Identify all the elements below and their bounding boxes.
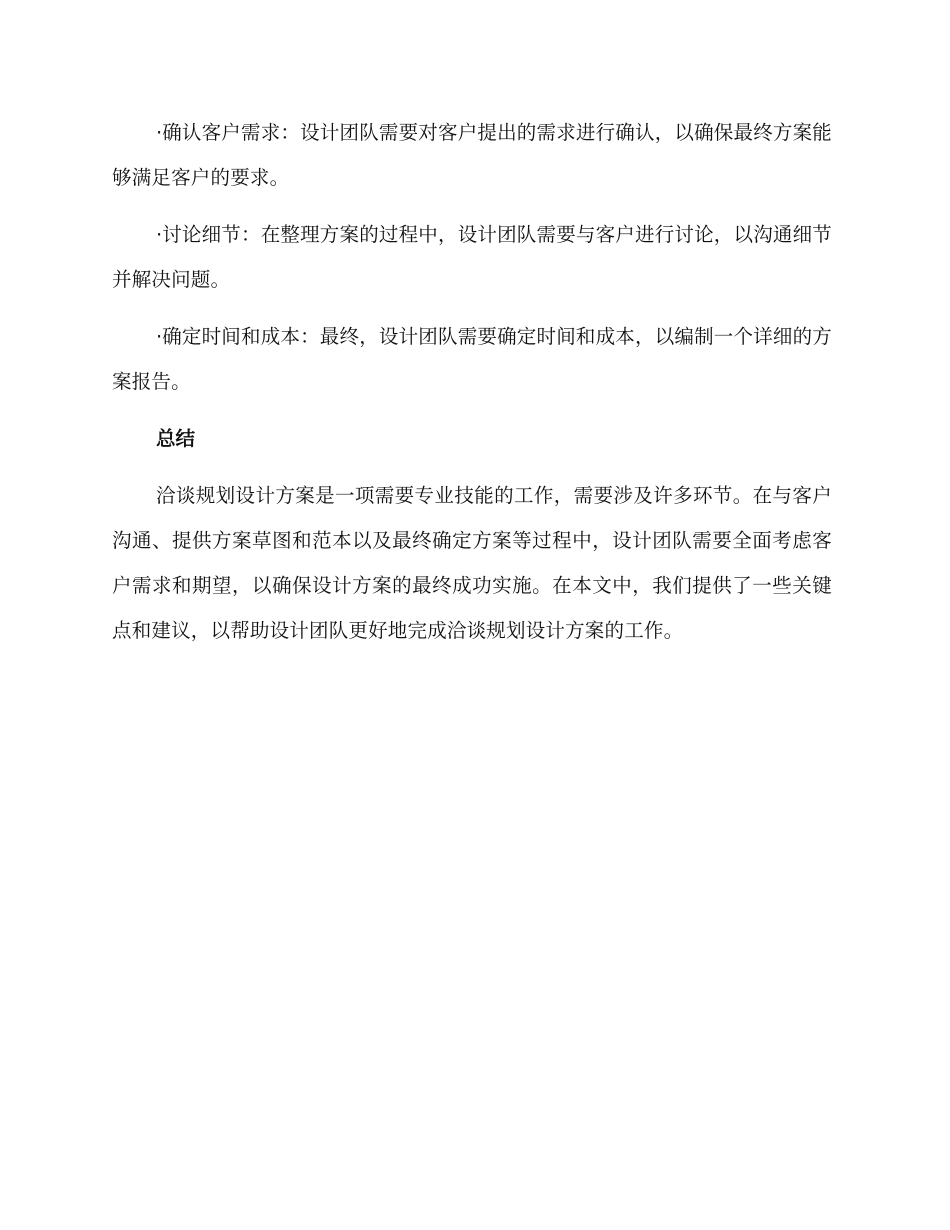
bullet-paragraph xyxy=(112,314,832,404)
bullet-paragraph xyxy=(112,110,832,200)
bullet-text: 确认客户需求：设计团队需要对客户提出的需求进行确认，以确保最终方案能够满足客户的要求。 xyxy=(112,121,833,189)
summary-paragraph: 洽谈规划设计方案是一项需要专业技能的工作，需要涉及许多环节。在与客户沟通、提供方案草图和范本以及最终确定方案等过程中，设计团队需要全面考虑客户需求和期望，以确保设计方案的最终成功实施。在本文中，我们提供了一些关键点和建议，以帮助设计团队更好地完成洽谈规划设计方案的工作。 xyxy=(112,484,832,642)
bullet-marker: · xyxy=(156,325,163,348)
bullet-marker: · xyxy=(156,223,163,246)
bullet-text: 确定时间和成本：最终，设计团队需要确定时间和成本，以编制一个详细的方案报告。 xyxy=(112,325,833,393)
summary-heading: 总结 xyxy=(156,427,196,450)
document-page xyxy=(112,110,832,653)
bullet-text: 讨论细节：在整理方案的过程中，设计团队需要与客户进行讨论，以沟通细节并解决问题。 xyxy=(112,223,833,291)
bullet-marker: · xyxy=(156,121,163,144)
bullet-paragraph xyxy=(112,212,832,302)
